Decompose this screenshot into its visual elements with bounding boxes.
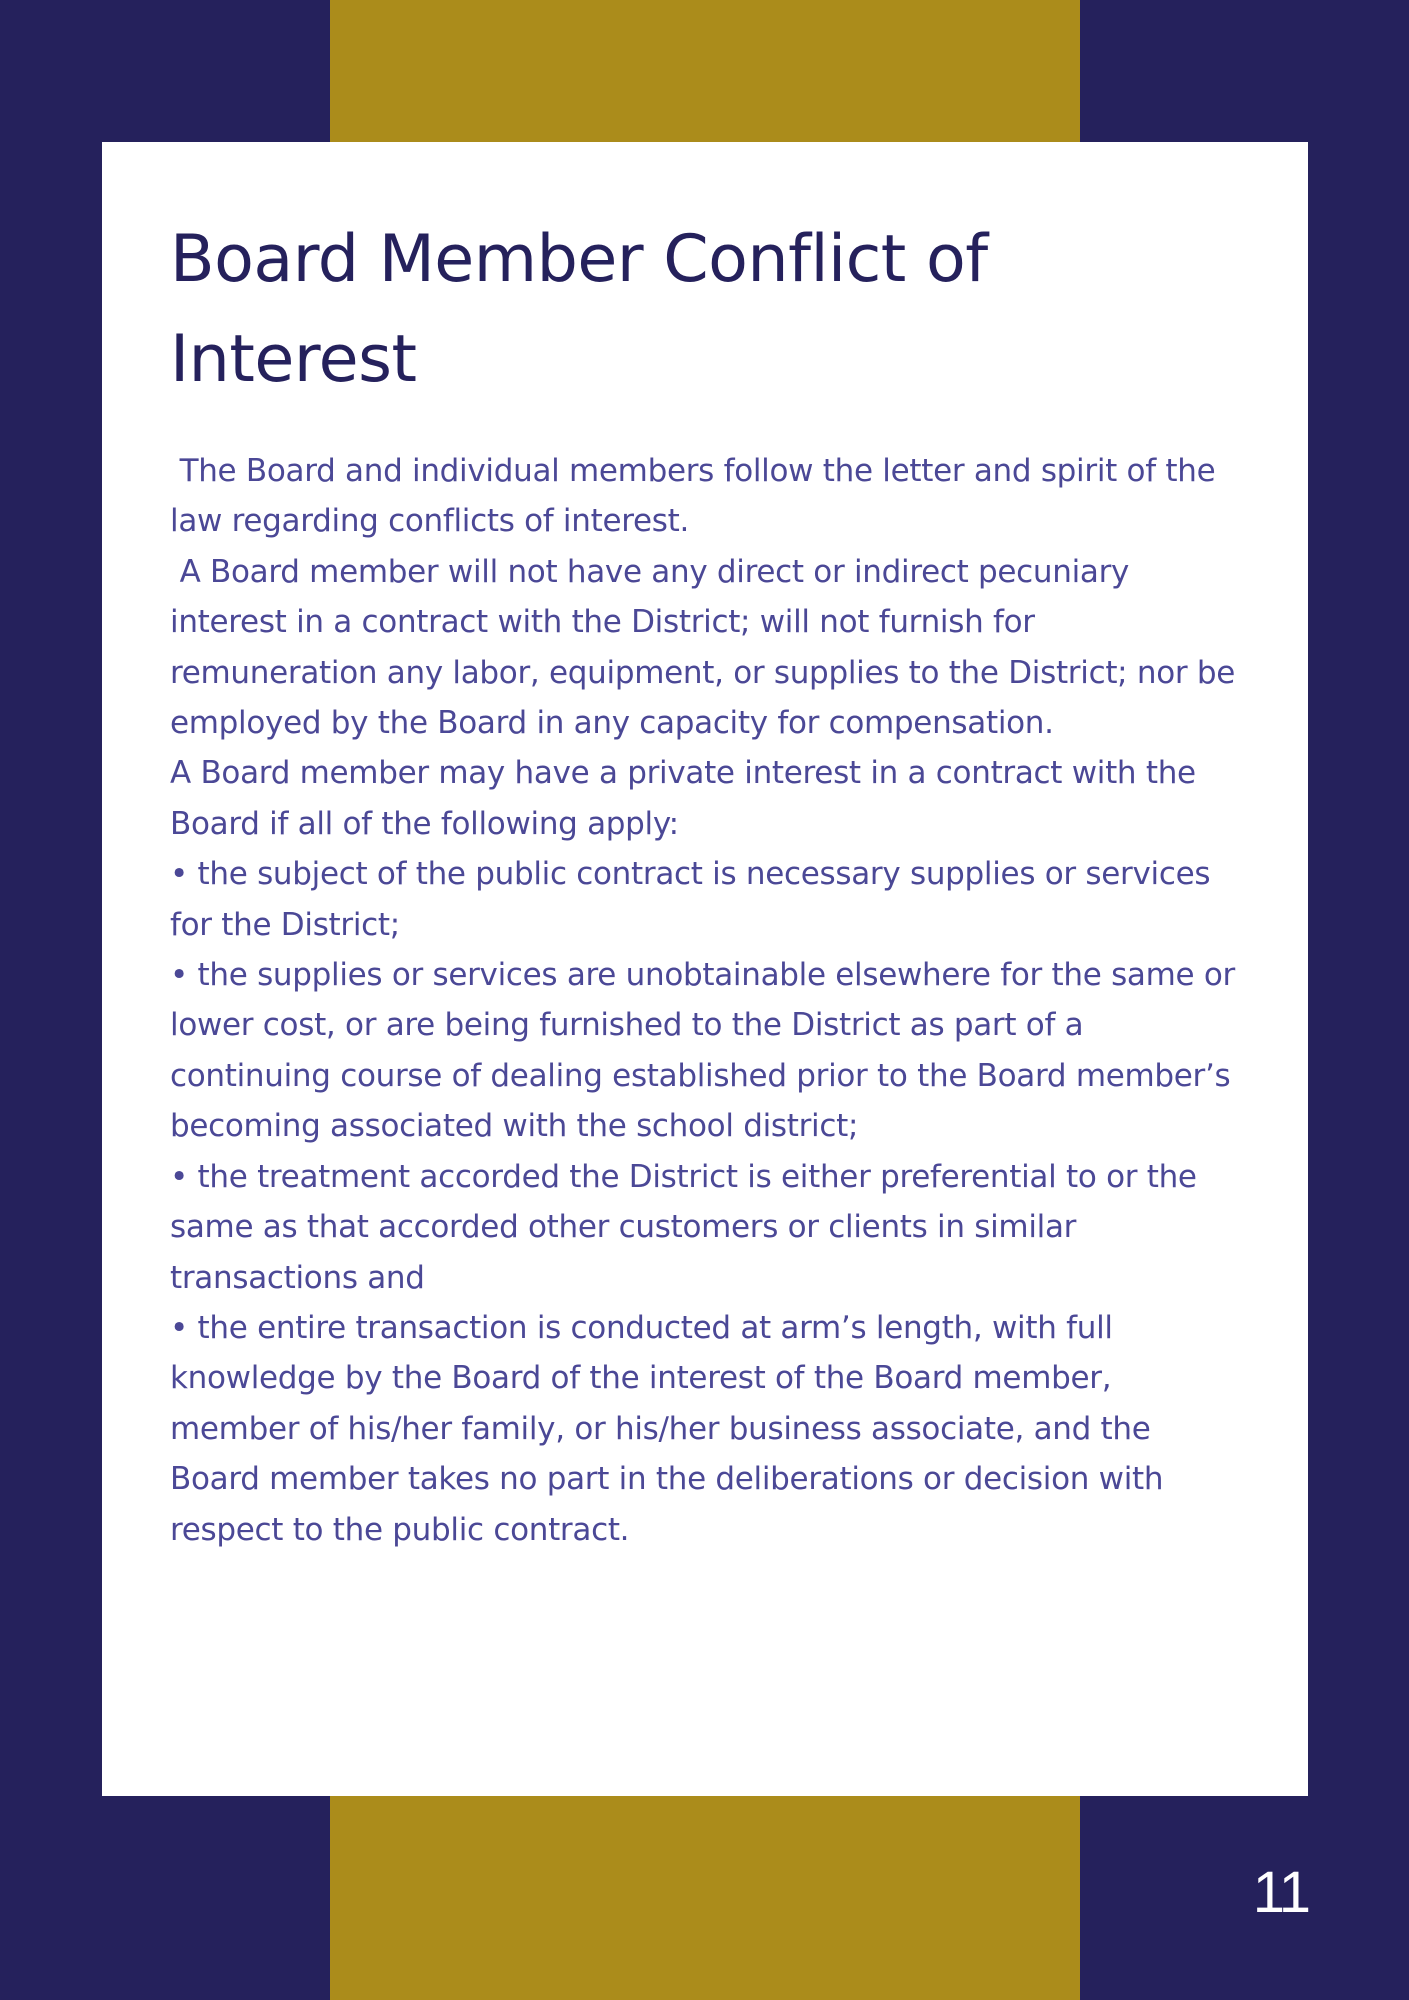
list-item: • the entire transaction is conducted at arm’s length, with full knowledge by the Board of the interest of the Board member, member of his/her family, or his/her business associate, and the Board member takes no part in the deliberations or decision with respect to the public contract. — [170, 1309, 1173, 1548]
page-title: Board Member Conflict of Interest — [170, 222, 988, 397]
paragraph: A Board member may have a private interest in a contract with the Board if all of the following apply: — [170, 755, 1206, 842]
body-text — [170, 446, 1248, 1555]
page-number: 11 — [1252, 1860, 1309, 1925]
gold-accent-top — [330, 0, 1080, 142]
list-item: • the supplies or services are unobtainable elsewhere for the same or lower cost, or are being furnished to the District as part of a continuing course of dealing established prior to the Board member’s becoming associated with the school district; — [170, 957, 1245, 1145]
paragraph: A Board member will not have any direct or indirect pecuniary interest in a contract with the District; will not furnish for remuneration any labor, equipment, or supplies to the District; nor be employed by the Board in any capacity for compensation. — [170, 553, 1245, 742]
content-card — [102, 142, 1308, 1796]
list-item: • the subject of the public contract is necessary supplies or services for the District; — [170, 856, 1220, 943]
gold-accent-bottom — [330, 1796, 1080, 2000]
paragraph: The Board and individual members follow the letter and spirit of the law regarding conflicts of interest. — [170, 453, 1225, 540]
list-item: • the treatment accorded the District is either preferential to or the same as that accorded other customers or clients in similar transactions and — [170, 1158, 1207, 1296]
